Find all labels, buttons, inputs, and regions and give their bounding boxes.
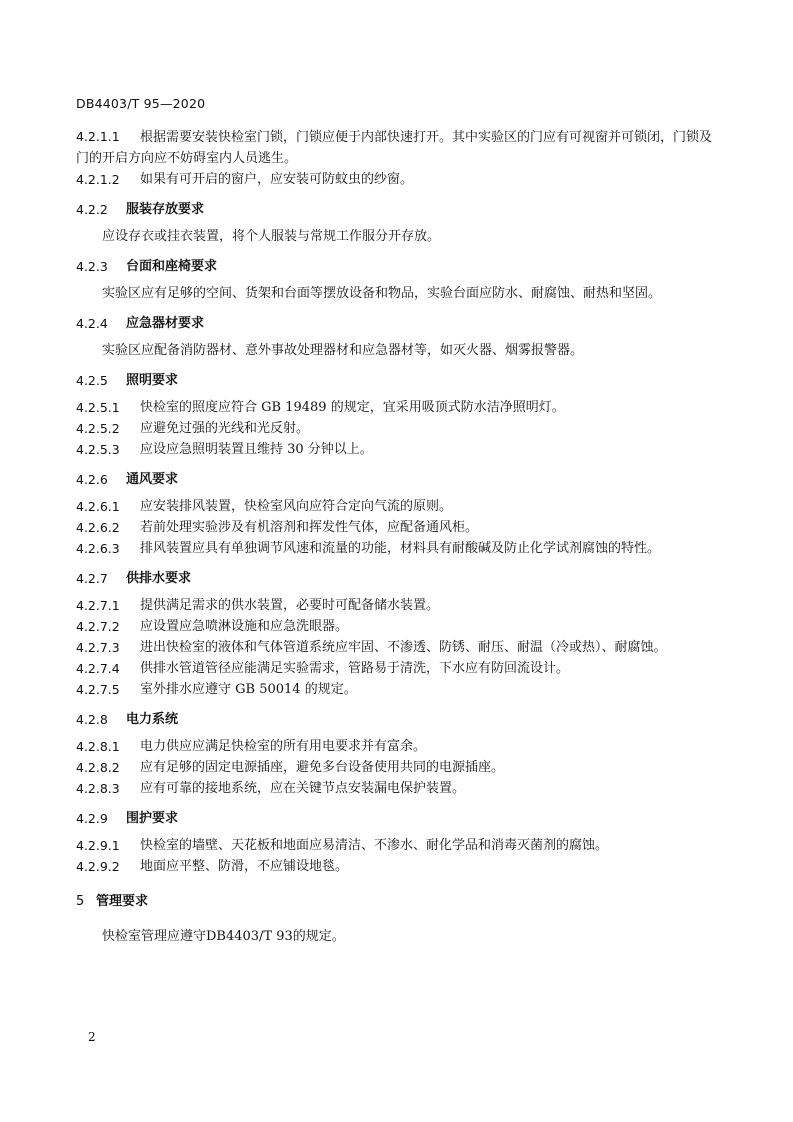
heading-number: 4.2.4	[76, 316, 108, 331]
clause-text: 地面应平整、防滑，不应铺设地毯。	[140, 859, 349, 874]
heading-number: 4.2.3	[76, 259, 108, 274]
subsection-heading	[76, 469, 716, 490]
clause-text: 进出快检室的液体和气体管道系统应牢固、不渗透、防锈、耐压、耐温（冷或热）、耐腐蚀。	[140, 640, 667, 655]
clause-number: 4.2.7.1	[76, 598, 120, 613]
clause-number: 4.2.9.2	[76, 859, 120, 874]
subsection-heading	[76, 256, 716, 277]
clause-item	[76, 679, 716, 700]
clause-number: 4.2.7.4	[76, 661, 120, 676]
paragraph: 应设存衣或挂衣装置，将个人服装与常规工作服分开存放。	[102, 229, 441, 244]
clause-item	[76, 169, 716, 190]
clause-number: 4.2.1.2	[76, 172, 120, 187]
clause-item	[76, 595, 716, 616]
clause-text: 电力供应应满足快检室的所有用电要求并有富余。	[140, 739, 427, 754]
clause-number: 4.2.8.2	[76, 760, 120, 775]
clause-item	[76, 616, 716, 637]
clause-number: 4.2.6.1	[76, 499, 120, 514]
paragraph: 实验区应配备消防器材、意外事故处理器材和应急器材等，如灭火器、烟雾报警器。	[102, 343, 584, 358]
paragraph: 快检室管理应遵守DB4403/T 93的规定。	[102, 929, 345, 944]
clause-number: 4.2.5.2	[76, 421, 120, 436]
clause-item	[76, 637, 716, 658]
clause-number: 4.2.5.1	[76, 400, 120, 415]
clause-text: 应避免过强的光线和光反射。	[140, 421, 310, 436]
clause-item	[76, 658, 716, 679]
clause-item	[76, 439, 716, 460]
subsection-heading	[76, 568, 716, 589]
heading-title: 照明要求	[126, 373, 179, 388]
clause-text: 排风装置应具有单独调节风速和流量的功能，材料具有耐酸碱及防止化学试剂腐蚀的特性。	[140, 541, 661, 556]
clause-item	[76, 778, 716, 799]
heading-title: 供排水要求	[126, 571, 192, 586]
clause-item	[76, 757, 716, 778]
clause-number: 4.2.7.3	[76, 640, 120, 655]
clause-text: 供排水管道管径应能满足实验需求，管路易于清洗，下水应有防回流设计。	[140, 661, 570, 676]
clause-number: 4.2.8.1	[76, 739, 120, 754]
heading-number: 4.2.7	[76, 571, 108, 586]
clause-item	[76, 126, 716, 169]
clause-text: 如果有可开启的窗户，应安装可防蚊虫的纱窗。	[140, 172, 414, 187]
paragraph: 实验区应有足够的空间、货架和台面等摆放设备和物品，实验台面应防水、耐腐蚀、耐热和坚固。	[102, 286, 662, 301]
heading-title: 服装存放要求	[126, 202, 205, 217]
heading-number: 4.2.9	[76, 811, 108, 826]
clause-text: 提供满足需求的供水装置，必要时可配备储水装置。	[140, 598, 440, 613]
clause-text: 快检室的照度应符合 GB 19489 的规定，宜采用吸顶式防水洁净照明灯。	[140, 400, 565, 415]
heading-title: 管理要求	[96, 894, 149, 909]
heading-title: 电力系统	[126, 712, 179, 727]
clause-item	[76, 835, 716, 856]
clause-number: 4.2.9.1	[76, 838, 120, 853]
heading-title: 应急器材要求	[126, 316, 205, 331]
clause-text: 应安装排风装置，快检室风向应符合定向气流的原则。	[140, 499, 453, 514]
clause-number: 4.2.1.1	[76, 129, 120, 144]
clause-number: 4.2.7.5	[76, 682, 120, 697]
clause-item	[76, 496, 716, 517]
clause-item	[76, 736, 716, 757]
clause-text: 室外排水应遵守 GB 50014 的规定。	[140, 682, 357, 697]
heading-title: 通风要求	[126, 472, 179, 487]
subsection-heading	[76, 199, 716, 220]
clause-text: 应设置应急喷淋设施和应急洗眼器。	[140, 619, 349, 634]
clause-item	[76, 397, 716, 418]
heading-number: 4.2.2	[76, 202, 108, 217]
heading-number: 5	[76, 894, 85, 909]
clause-text: 应有可靠的接地系统，应在关键节点安装漏电保护装置。	[140, 781, 466, 796]
clause-item	[76, 856, 716, 877]
subsection-heading	[76, 808, 716, 829]
heading-title: 台面和座椅要求	[126, 259, 218, 274]
document-id-header: DB4403/T 95—2020	[76, 96, 206, 111]
clause-number: 4.2.8.3	[76, 781, 120, 796]
heading-number: 4.2.5	[76, 373, 108, 388]
subsection-heading	[76, 370, 716, 391]
subsection-heading	[76, 313, 716, 334]
clause-item	[76, 418, 716, 439]
clause-item	[76, 538, 716, 559]
clause-text: 快检室的墙壁、天花板和地面应易清洁、不渗水、耐化学品和消毒灭菌剂的腐蚀。	[140, 838, 609, 853]
clause-number: 4.2.6.2	[76, 520, 120, 535]
heading-number: 4.2.8	[76, 712, 108, 727]
subsection-heading	[76, 709, 716, 730]
clause-number: 4.2.5.3	[76, 442, 120, 457]
clause-text: 应设应急照明装置且维持 30 分钟以上。	[140, 442, 373, 457]
heading-number: 4.2.6	[76, 472, 108, 487]
clause-number: 4.2.7.2	[76, 619, 120, 634]
clause-text: 根据需要安装快检室门锁，门锁应便于内部快速打开。其中实验区的门应有可视窗并可锁闭，门锁及门的开启方向应不妨碍室内人员逃生。	[76, 130, 713, 166]
clause-number: 4.2.6.3	[76, 541, 120, 556]
clause-item	[76, 517, 716, 538]
document-body	[76, 126, 716, 950]
clause-text: 应有足够的固定电源插座，避免多台设备使用共同的电源插座。	[140, 760, 505, 775]
heading-title: 围护要求	[126, 811, 179, 826]
page-number: 2	[88, 1030, 96, 1044]
section-heading	[76, 891, 716, 912]
clause-text: 若前处理实验涉及有机溶剂和挥发性气体，应配备通风柜。	[140, 520, 479, 535]
